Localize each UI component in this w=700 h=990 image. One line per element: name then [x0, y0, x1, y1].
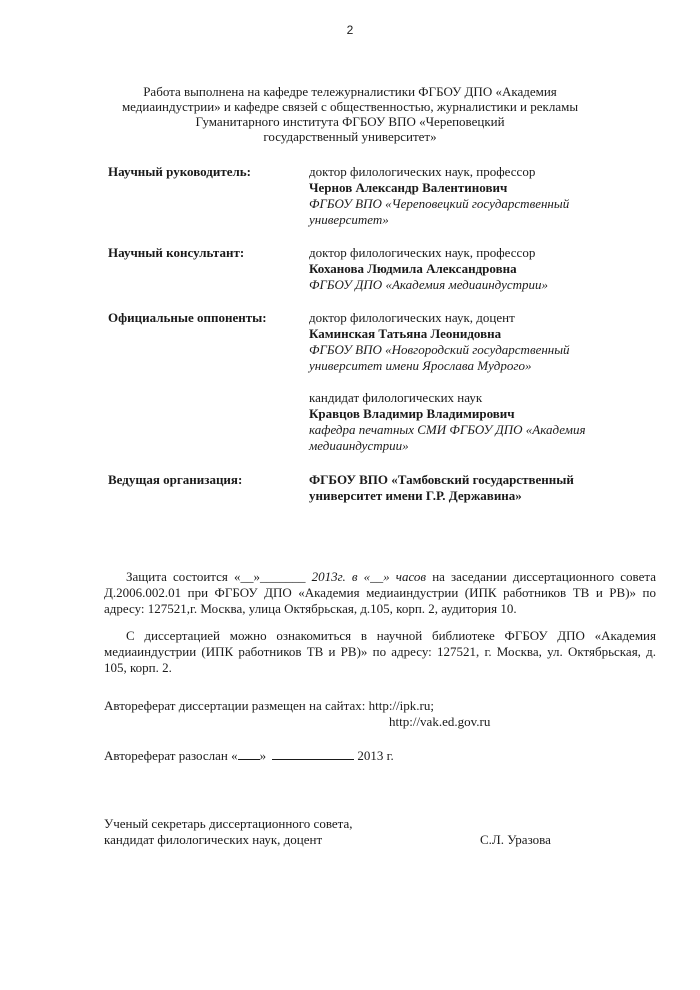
consultant-degree: доктор филологических наук, профессор — [309, 245, 536, 260]
website-link-ipk[interactable]: http://ipk.ru — [368, 698, 431, 713]
opponent-first-degree: доктор филологических наук, доцент — [309, 310, 515, 325]
intro-line: медиаиндустрии» и кафедре связей с общественностью, журналистики и рекламы — [121, 99, 579, 114]
sent-quote: » — [259, 748, 267, 763]
opponent-first-name: Каминская Татьяна Леонидовна — [309, 326, 502, 341]
page-number: 2 — [346, 23, 354, 37]
sent-prefix: Автореферат разослан « — [104, 748, 238, 763]
library-paragraph: С диссертацией можно ознакомиться в научной библиотеке ФГБОУ ДПО «Академия медиаиндустрии (ИПК работников ТВ и РВ)» по адресу: 127521, г. Москва, ул. Октябрьская, д. 105, корп. 2. — [104, 628, 656, 675]
consultant-label: Научный консультант: — [108, 245, 245, 260]
intro-paragraph — [120, 84, 580, 144]
websites-prefix: Автореферат диссертации размещен на сайтах: — [104, 698, 369, 713]
secretary-title — [104, 816, 353, 848]
consultant-name: Коханова Людмила Александровна — [309, 261, 517, 276]
sent-year: 2013 г. — [354, 748, 394, 763]
supervisor-degree: доктор филологических наук, профессор — [309, 164, 536, 179]
supervisor-org: ФГБОУ ВПО «Череповецкий государственный — [309, 196, 570, 211]
opponents-label: Официальные оппоненты: — [108, 310, 267, 325]
websites-separator: ; — [430, 698, 434, 713]
lead-org-label: Ведущая организация: — [108, 472, 243, 487]
lead-org-line-cont: университет имени Г.Р. Державина» — [309, 488, 522, 503]
lead-org-line: ФГБОУ ВПО «Тамбовский государственный — [309, 472, 574, 487]
secretary-degree-line: кандидат филологических наук, доцент — [104, 832, 323, 847]
opponent-second-org: кафедра печатных СМИ ФГБОУ ДПО «Академия — [309, 422, 586, 437]
sent-line — [104, 748, 664, 764]
supervisor-block — [309, 164, 629, 228]
websites-line — [104, 698, 664, 714]
defense-text-start: Защита состоится «__»_______ — [126, 569, 312, 584]
lead-org-block — [309, 472, 629, 504]
opponent-second-block — [309, 390, 629, 454]
supervisor-name: Чернов Александр Валентинович — [309, 180, 508, 195]
opponent-second-org-cont: медиаиндустрии» — [309, 438, 409, 453]
consultant-block — [309, 245, 629, 293]
opponent-second-name: Кравцов Владимир Владимирович — [309, 406, 515, 421]
defense-text-end: на заседании диссертационного совета Д.2006.002.01 при ФГБОУ ДПО «Академия медиаиндустрии (ИПК работников ТВ и РВ)» по адресу: 127521,г. Москва, улица Октябрьская, д.105, корп. 2, аудитория 10. — [104, 569, 656, 616]
opponent-first-org: ФГБОУ ВПО «Новгородский государственный — [309, 342, 570, 357]
intro-line: Гуманитарного института ФГБОУ ВПО «Череповецкий — [195, 114, 505, 129]
supervisor-label: Научный руководитель: — [108, 164, 251, 179]
opponent-first-org-cont: университет имени Ярослава Мудрого» — [309, 358, 532, 373]
intro-line: Работа выполнена на кафедре тележурналистики ФГБОУ ДПО «Академия — [143, 84, 557, 99]
defense-paragraph — [104, 569, 656, 617]
supervisor-org-cont: университет» — [309, 212, 389, 227]
defense-date-time: 2013г. в «__» часов — [311, 569, 427, 584]
website-link-vak[interactable]: http://vak.ed.gov.ru — [389, 714, 491, 729]
opponent-second-degree: кандидат филологических наук — [309, 390, 483, 405]
secretary-name: С.Л. Уразова — [480, 832, 551, 847]
sent-day-blank — [238, 748, 260, 760]
consultant-org: ФГБОУ ДПО «Академия медиаиндустрии» — [309, 277, 549, 292]
secretary-title-line: Ученый секретарь диссертационного совета, — [104, 816, 353, 831]
opponent-first-block — [309, 310, 629, 374]
intro-line: государственный университет» — [263, 129, 437, 144]
sent-month-blank — [272, 748, 354, 760]
